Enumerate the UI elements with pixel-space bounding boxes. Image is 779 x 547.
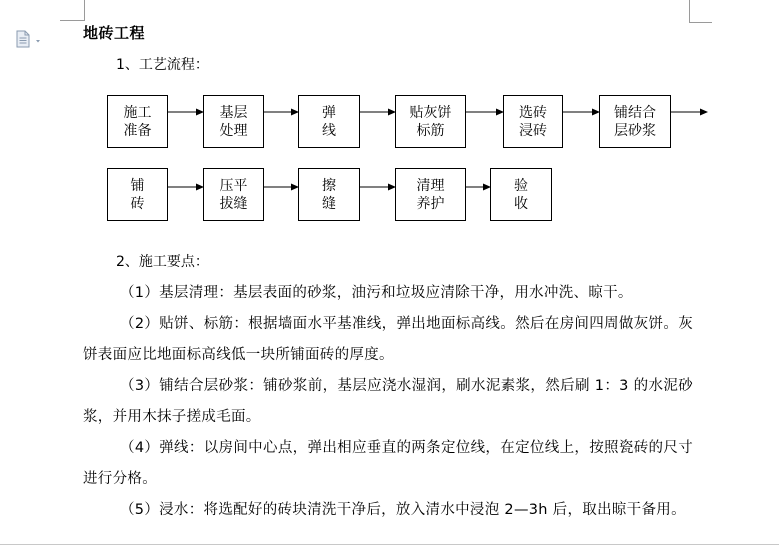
flow-step-bonding-mortar: 铺结合 层砂浆 bbox=[599, 95, 671, 148]
key-point-paragraph: （1）基层清理：基层表面的砂浆，油污和垃圾应清除干净，用水冲洗、晾干。 bbox=[120, 285, 633, 301]
key-point-paragraph: （3）铺结合层砂浆：铺砂浆前，基层应浇水湿润，刷水泥素浆，然后刷 1：3 的水泥砂浆，并用木抹子搓成毛面。 bbox=[83, 378, 693, 425]
flow-step-lay-tiles: 铺 砖 bbox=[107, 168, 168, 221]
section-heading-key-points: 2、施工要点： bbox=[116, 254, 209, 270]
section-heading-process-flow: 1、工艺流程： bbox=[116, 57, 209, 73]
key-point-paragraph: （4）弹线：以房间中心点，弹出相应垂直的两条定位线，在定位线上，按照瓷砖的尺寸进行分格。 bbox=[83, 440, 693, 487]
margin-corner-mark-left bbox=[60, 0, 85, 21]
flow-step-grout: 擦 缝 bbox=[298, 168, 360, 221]
flow-step-clean-cure: 清理 养护 bbox=[395, 168, 466, 221]
flow-step-acceptance: 验 收 bbox=[490, 168, 552, 221]
margin-corner-mark-right bbox=[689, 0, 712, 23]
flow-step-select-soak-tiles: 选砖 浸砖 bbox=[503, 95, 563, 148]
flow-step-base-treatment: 基层 处理 bbox=[203, 95, 264, 148]
flow-step-snap-line: 弹 线 bbox=[298, 95, 360, 148]
key-point-paragraph: （5）浸水：将选配好的砖块清洗干净后，放入清水中浸泡 2—3h 后，取出晾干备用。 bbox=[120, 502, 686, 518]
document-title: 地砖工程 bbox=[83, 24, 146, 42]
flow-step-screed-dots: 贴灰饼 标筋 bbox=[395, 95, 466, 148]
document-icon bbox=[14, 29, 46, 49]
key-point-paragraph: （2）贴饼、标筋：根据墙面水平基准线，弹出地面标高线。然后在房间四周做灰饼。灰饼表面应比地面标高线低一块所铺面砖的厚度。 bbox=[83, 316, 693, 363]
flow-step-preparation: 施工 准备 bbox=[107, 95, 168, 148]
caret-down-icon bbox=[36, 40, 40, 43]
flow-step-press-joint: 压平 拔缝 bbox=[203, 168, 264, 221]
page-bottom-edge bbox=[0, 544, 779, 545]
document-options-button[interactable] bbox=[14, 29, 46, 49]
